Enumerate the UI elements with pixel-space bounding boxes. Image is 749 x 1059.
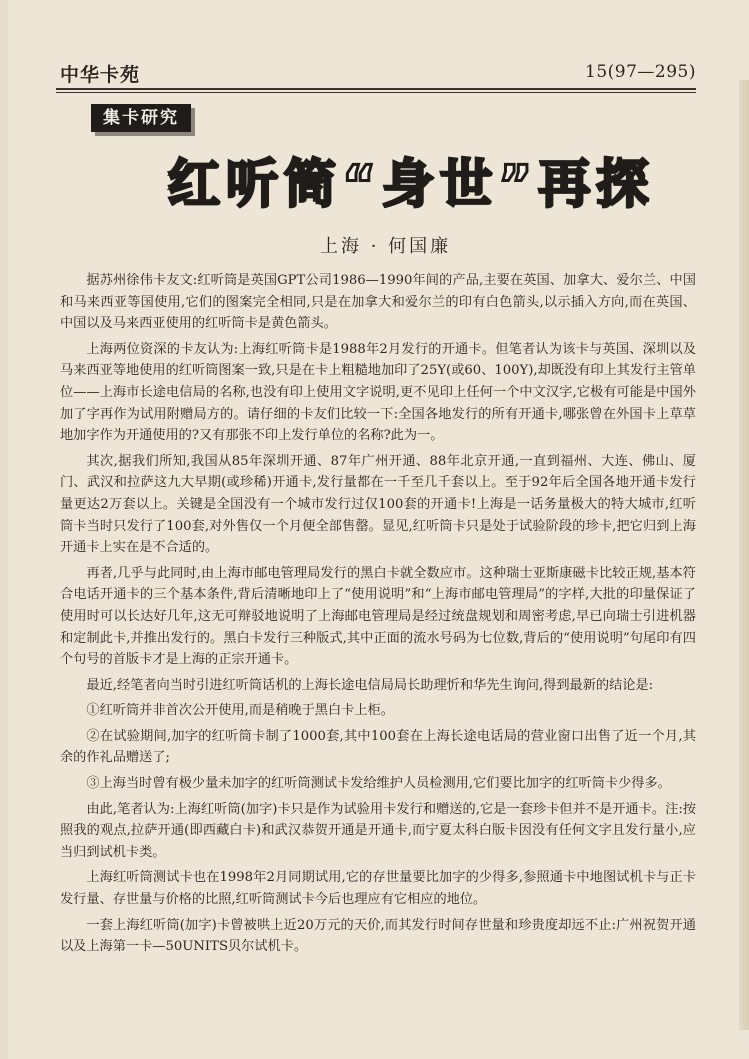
article-title: 红听筒“身世”再探 [168,155,655,215]
paragraph: 最近,经笔者向当时引进红听筒话机的上海长途电信局局长助理忻和华先生询问,得到最新的结论是: [86,677,654,693]
article-body [60,270,696,962]
header-rule-thick [56,88,696,90]
article-author: 上海 · 何国廉 [320,236,452,257]
page-edge-left [0,0,8,1059]
issue-number: 15(97—295) [585,62,696,82]
section-tag: 集卡研究 [91,104,191,132]
paragraph: 由此,笔者认为:上海红听筒(加字)卡只是作为试验用卡发行和赠送的,它是一套珍卡但并不是开通卡。注:按照我的观点,拉萨开通(即西藏白卡)和武汉恭贺开通是开通卡,而宁夏太科白版卡因没有任何文字且发行量小,应当归到试机卡类。 [60,801,696,860]
header-rule-thin [56,92,696,93]
paragraph: 据苏州徐伟卡友文:红听筒是英国GPT公司1986—1990年间的产品,主要在英国、加拿大、爱尔兰、中国和马来西亚等国使用,它们的图案完全相同,只是在加拿大和爱尔兰的印有白色箭头,以示插入方向,而在英国、中国以及马来西亚使用的红听筒卡是黄色箭头。 [60,273,696,332]
paragraph: 上海两位资深的卡友认为:上海红听筒卡是1988年2月发行的开通卡。但笔者认为该卡与英国、深圳以及马来西亚等地使用的红听筒图案一致,只是在卡上粗糙地加印了25Y(或60、100Y),却既没有印上其发行主管单位——上海市长途电信局的名称,也没有印上使用文字说明,更不见印上任何一个中文汉字,它极有可能是中国外加了字再作为试用附赠局方的。请仔细的卡友们比较一下:全国各地发行的所有开通卡,哪张曾在外国卡上草草地加字作为开通使用的?又有那张不印上发行单位的名称?此为一。 [60,341,696,444]
paragraph: ③上海当时曾有极少量未加字的红听筒测试卡发给维护人员检测用,它们要比加字的红听筒卡少得多。 [86,776,671,792]
page-edge-right [739,80,749,1030]
publication-name: 中华卡苑 [60,64,141,86]
paragraph: ②在试验期间,加字的红听筒卡制了1000套,其中100套在上海长途电话局的营业窗口出售了近一个月,其余的作礼品赠送了; [60,728,696,766]
paragraph: 再者,几乎与此同时,由上海市邮电管理局发行的黑白卡就全数应市。这种瑞士亚斯康磁卡比较正规,基本符合电话开通卡的三个基本条件,背后清晰地印上了“使用说明”和“上海市邮电管理局”的字样,大批的印量保证了使用时可以长达好几年,这无可辩驳地说明了上海邮电管理局是经过统盘规划和周密考虑,早已向瑞士引进机器和定制此卡,并推出发行的。黑白卡发行三种版式,其中正面的流水号码为七位数,背后的“使用说明”句尾印有四个句号的首版卡才是上海的正宗开通卡。 [60,565,696,668]
paragraph: 其次,据我们所知,我国从85年深圳开通、87年广州开通、88年北京开通,一直到福州、大连、佛山、厦门、武汉和拉萨这九大早期(或珍稀)开通卡,发行量都在一千至几千套以上。至于92年后全国各地开通卡发行量更达2万套以上。关键是全国没有一个城市发行过仅100套的开通卡!上海是一话务量极大的特大城市,红听筒卡当时只发行了100套,对外售仅一个月便全部售罄。显见,红听筒卡只是处于试验阶段的珍卡,把它归到上海开通卡上实在是不合适的。 [60,453,696,556]
paragraph: 上海红听筒测试卡也在1998年2月同期试用,它的存世量要比加字的少得多,参照通卡中地图试机卡与正卡发行量、存世量与价格的比照,红听筒测试卡今后也理应有它相应的地位。 [60,870,696,908]
paragraph: 一套上海红听筒(加字)卡曾被哄上近20万元的天价,而其发行时间存世量和珍贵度却远不止:广州祝贺开通以及上海第一卡—50UNITS贝尔试机卡。 [60,917,696,955]
paragraph: ①红听筒并非首次公开使用,而是稍晚于黑白卡上柜。 [86,703,394,719]
